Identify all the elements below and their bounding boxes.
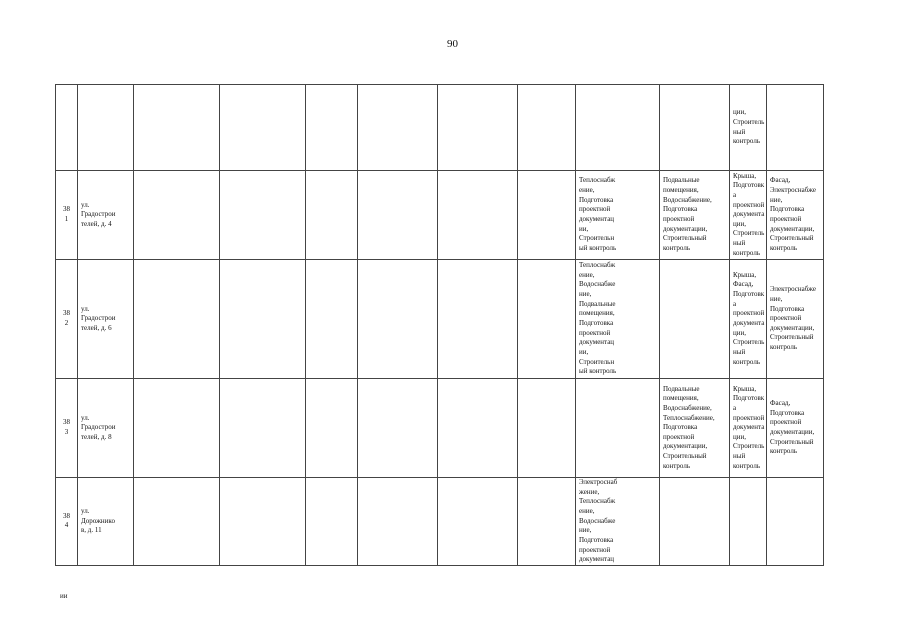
empty-cell (518, 85, 576, 171)
work-cell-d: Фасад, Подготовка проектной документации, Строительный контроль (767, 379, 824, 478)
empty-cell (306, 379, 358, 478)
table-row (56, 478, 824, 566)
empty-cell (134, 478, 220, 566)
work-cell-b (660, 478, 730, 566)
empty-cell (220, 171, 306, 260)
empty-cell (518, 478, 576, 566)
work-cell-a: Теплоснабж ение, Водоснабже ние, Подвальные помещения, Подготовка проектной документац ии, Строительн ый контроль (576, 260, 660, 379)
empty-cell (134, 379, 220, 478)
footer-note: ии (60, 592, 68, 600)
empty-cell (358, 171, 438, 260)
address-cell: ул. Градострои телей, д. 8 (78, 379, 134, 478)
empty-cell (438, 478, 518, 566)
work-cell-b: Подвальные помещения, Водоснабжение, Подготовка проектной документации, Строительный контроль (660, 171, 730, 260)
empty-cell (358, 260, 438, 379)
empty-cell (438, 260, 518, 379)
empty-cell (306, 478, 358, 566)
empty-cell (518, 260, 576, 379)
work-cell-a: Электроснаб жение, Теплоснабж ение, Водоснабже ние, Подготовка проектной документац (576, 478, 660, 566)
work-cell-a (576, 379, 660, 478)
empty-cell (220, 260, 306, 379)
work-cell-c: ции, Строитель ный контроль (730, 85, 767, 171)
table-row (56, 379, 824, 478)
work-cell-c: Крыша, Подготовк а проектной документа ции, Строитель ный контроль (730, 379, 767, 478)
work-cell-a: Теплоснабж ение, Подготовка проектной документац ии, Строительн ый контроль (576, 171, 660, 260)
row-number-cell: 38 2 (56, 260, 78, 379)
empty-cell (220, 379, 306, 478)
work-cell-c: Крыша, Фасад, Подготовк а проектной документа ции, Строитель ный контроль (730, 260, 767, 379)
empty-cell (438, 171, 518, 260)
work-cell-d: Электроснабже ние, Подготовка проектной документации, Строительный контроль (767, 260, 824, 379)
work-cell-d (767, 478, 824, 566)
work-cell-b (660, 85, 730, 171)
empty-cell (134, 260, 220, 379)
repair-schedule-table (55, 84, 824, 566)
work-cell-b: Подвальные помещения, Водоснабжение, Теплоснабжение, Подготовка проектной документации, Строительный контроль (660, 379, 730, 478)
empty-cell (306, 171, 358, 260)
row-number-cell (56, 85, 78, 171)
address-cell: ул. Градострои телей, д. 6 (78, 260, 134, 379)
table-row (56, 171, 824, 260)
empty-cell (306, 85, 358, 171)
work-cell-c: Крыша, Подготовк а проектной документа ции, Строитель ный контроль (730, 171, 767, 260)
row-number-cell: 38 3 (56, 379, 78, 478)
row-number-cell: 38 1 (56, 171, 78, 260)
empty-cell (220, 478, 306, 566)
table-row (56, 260, 824, 379)
work-cell-b (660, 260, 730, 379)
work-cell-c (730, 478, 767, 566)
address-cell: ул. Дорожнико в, д. 11 (78, 478, 134, 566)
empty-cell (220, 85, 306, 171)
row-number-cell: 38 4 (56, 478, 78, 566)
empty-cell (358, 478, 438, 566)
work-cell-a (576, 85, 660, 171)
empty-cell (438, 85, 518, 171)
empty-cell (134, 85, 220, 171)
empty-cell (518, 171, 576, 260)
empty-cell (518, 379, 576, 478)
work-cell-d (767, 85, 824, 171)
empty-cell (438, 379, 518, 478)
address-cell: ул. Градострои телей, д. 4 (78, 171, 134, 260)
empty-cell (306, 260, 358, 379)
empty-cell (134, 171, 220, 260)
table-row (56, 85, 824, 171)
empty-cell (358, 379, 438, 478)
page-number: 90 (447, 38, 458, 50)
work-cell-d: Фасад, Электроснабже ние, Подготовка проектной документации, Строительный контроль (767, 171, 824, 260)
empty-cell (358, 85, 438, 171)
address-cell (78, 85, 134, 171)
